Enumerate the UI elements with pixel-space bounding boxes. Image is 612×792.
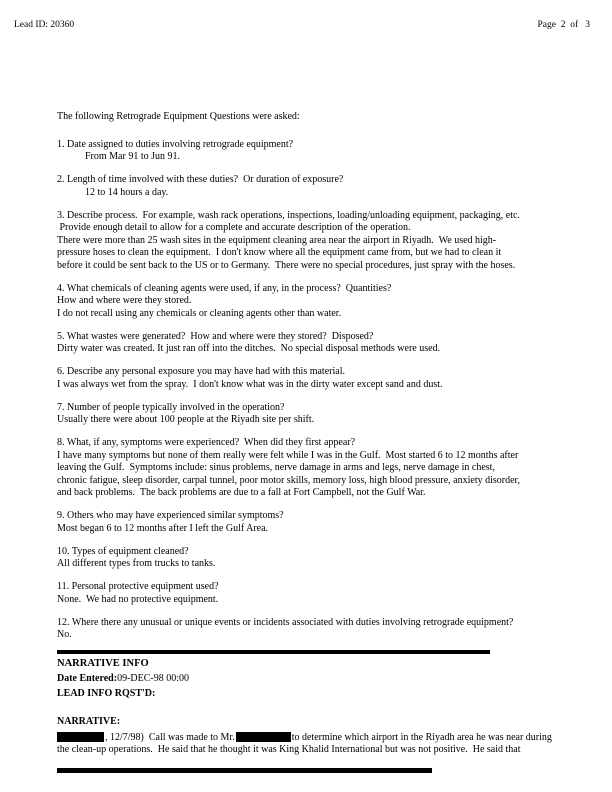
question-block-2 xyxy=(57,174,577,199)
question-text: 11. Personal protective equipment used? xyxy=(57,581,219,592)
redaction-bar xyxy=(236,732,291,742)
question-block-6 xyxy=(57,366,577,391)
answer-text: I do not recall using any chemicals or cleaning agents other than water. xyxy=(57,307,342,319)
answer-text: and back problems. The back problems are due to a fall at Fort Campbell, not the Gulf War. xyxy=(57,487,426,498)
answer-text: leaving the Gulf. Symptoms include: sinus problems, nerve damage in arms and legs, nerve damage in chest, xyxy=(57,462,495,473)
narrative-info-heading: NARRATIVE INFO xyxy=(57,657,149,669)
answer-text: Dirty water was created. It just ran off into the ditches. No special disposal methods were used. xyxy=(57,343,441,354)
question-text: 5. What wastes were generated? How and where were they stored? Disposed? xyxy=(57,330,374,342)
narrative-line: the clean-up operations. He said that he thought it was King Khalid International but was not positive. He said that xyxy=(57,744,521,755)
document-body xyxy=(57,111,577,652)
question-text: 2. Length of time involved with these duties? Or duration of exposure? xyxy=(57,174,344,185)
question-block-4 xyxy=(57,283,577,321)
question-text: 6. Describe any personal exposure you may have had with this material. xyxy=(57,366,345,377)
section-divider xyxy=(57,650,490,654)
question-text: Provide enough detail to allow for a complete and accurate description of the operation. xyxy=(57,222,411,233)
question-text: 9. Others who may have experienced similar symptoms? xyxy=(57,510,284,521)
answer-text: From Mar 91 to Jun 91. xyxy=(85,151,180,162)
page-number: Page 2 of 3 xyxy=(537,20,590,30)
answer-text: I have many symptoms but none of them really were felt while I was in the Gulf. Most started 6 to 12 months after xyxy=(57,449,519,461)
question-block-9 xyxy=(57,510,577,535)
question-block-12 xyxy=(57,617,577,642)
answer-text: chronic fatigue, sleep disorder, carpal tunnel, poor motor skills, memory loss, high blood pressure, anxiety disorder, xyxy=(57,474,520,486)
answer-text: No. xyxy=(57,629,72,640)
question-text: 12. Where there any unusual or unique events or incidents associated with duties involving retrograde equipment? xyxy=(57,616,514,628)
narrative-label: NARRATIVE: xyxy=(57,715,121,727)
question-text: 7. Number of people typically involved in the operation? xyxy=(57,401,285,413)
question-block-7 xyxy=(57,402,577,427)
question-block-5 xyxy=(57,331,577,356)
lead-info-label: LEAD INFO RQST'D: xyxy=(57,687,156,699)
intro-line: The following Retrograde Equipment Questions were asked: xyxy=(57,111,300,122)
question-block-11 xyxy=(57,581,577,606)
question-text: 10. Types of equipment cleaned? xyxy=(57,545,189,557)
question-block-8 xyxy=(57,437,577,500)
date-entered-label: Date Entered: xyxy=(57,672,118,684)
answer-text: None. We had no protective equipment. xyxy=(57,593,219,605)
redaction-bar xyxy=(57,768,432,774)
question-text: 1. Date assigned to duties involving retrograde equipment? xyxy=(57,138,294,150)
question-text: 8. What, if any, symptoms were experienced? When did they first appear? xyxy=(57,437,356,448)
answer-text: All different types from trucks to tanks. xyxy=(57,558,216,569)
answer-text: Most began 6 to 12 months after I left the Gulf Area. xyxy=(57,522,269,534)
question-text: 3. Describe process. For example, wash rack operations, inspections, loading/unloading equipment, packaging, etc. xyxy=(57,209,520,221)
narrative-text: to determine which airport in the Riyadh area he was near during xyxy=(291,731,552,743)
answer-text: before it could be sent back to the US or to Germany. There were no special procedures, just spray with the hoses. xyxy=(57,259,516,271)
date-entered-value: 09-DEC-98 00:00 xyxy=(117,672,190,684)
answer-text: 12 to 14 hours a day. xyxy=(85,186,169,198)
question-block-3 xyxy=(57,210,577,273)
answer-text: There were more than 25 wash sites in the equipment cleaning area near the airport in Riyadh. We used high- xyxy=(57,234,497,246)
date-entered-line xyxy=(57,672,577,685)
narrative-line xyxy=(57,732,577,745)
question-text: How and where were they stored. xyxy=(57,295,192,306)
answer-text: pressure hoses to clean the equipment. I don't know where all the equipment came from, but we had to clean it xyxy=(57,247,502,258)
question-block-1 xyxy=(57,139,577,164)
question-text: 4. What chemicals of cleaning agents were used, if any, in the process? Quantities? xyxy=(57,282,392,294)
answer-text: Usually there were about 100 people at the Riyadh site per shift. xyxy=(57,414,315,425)
redaction-bar xyxy=(57,732,104,742)
lead-id: Lead ID: 20360 xyxy=(14,20,75,30)
narrative-text: , 12/7/98) Call was made to Mr. xyxy=(105,731,235,743)
question-block-10 xyxy=(57,546,577,571)
narrative-section xyxy=(57,650,577,773)
answer-text: I was always wet from the spray. I don't know what was in the dirty water except sand and dust. xyxy=(57,378,443,390)
